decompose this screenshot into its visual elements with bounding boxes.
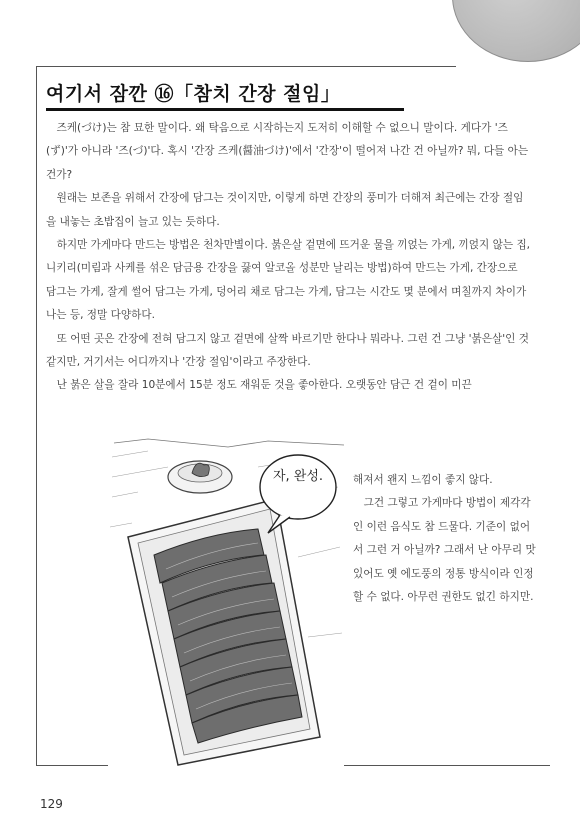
wrap-paragraph-2: 그건 그렇고 가게마다 방법이 제각각인 이런 음식도 참 드물다. 기준이 없어서 그런 거 아닐까? 그래서 난 아무리 맛있어도 옛 에도풍의 정통 방식이라 인정할 수 없다. 아무런 권한도 없긴 하지만.: [353, 497, 536, 604]
body-text: [46, 117, 531, 398]
title-underline: [46, 108, 404, 111]
paragraph-4: 또 어떤 곳은 간장에 전혀 담그지 않고 겉면에 살짝 바르기만 한다나 뭐라나. 그런 건 그냥 '붉은살'인 것 같지만, 거기서는 어디까지나 '간장 절임'이라고 주장한다.: [46, 332, 530, 369]
section-title: 여기서 잠깐 ⑯「참치 간장 절임」: [46, 83, 341, 105]
paragraph-2: 원래는 보존을 위해서 간장에 담그는 것이지만, 이렇게 하면 간장의 풍미가 더해져 최근에는 간장 절임을 내놓는 초밥집이 늘고 있는 듯하다.: [46, 192, 524, 228]
paragraph-1: 즈케(づけ)는 참 묘한 말이다. 왜 탁음으로 시작하는지 도저히 이해할 수 없으니 말이다. 게다가 '즈(ず)'가 아니라 '즈(づ)'다. 혹시 '간장 즈케(醤油づけ)'에서 '간장'이 떨어져 나간 건 아닐까? 뭐, 다들 아는 건가?: [46, 122, 529, 181]
speech-bubble-text: 자, 완성.: [272, 469, 324, 484]
wrapped-body-text: [353, 469, 539, 609]
wrap-paragraph-1: 해져서 왠지 느낌이 좋지 않다.: [353, 474, 493, 486]
corner-decoration-circle: [452, 0, 580, 62]
paragraph-3: 하지만 가게마다 만드는 방법은 천차만별이다. 붉은살 겉면에 뜨거운 물을 끼얹는 가게, 끼얹지 않는 집, 니키리(미림과 사케를 섞은 담금용 간장을 끓여 알코올 성분만 날리는 방법)하여 만드는 가게, 간장으로 담그는 가게, 잘게 썰어 담그는 가게, 덩어리 채로 담그는 가게, 담그는 시간도 몇 분에서 며칠까지 차이가 나는 등, 정말 다양하다.: [46, 239, 531, 322]
paragraph-5: 난 붉은 살을 잘라 10분에서 15분 정도 재워둔 것을 좋아한다. 오랫동안 담근 건 겉이 미끈: [56, 379, 472, 392]
page-number: 129: [40, 797, 63, 811]
